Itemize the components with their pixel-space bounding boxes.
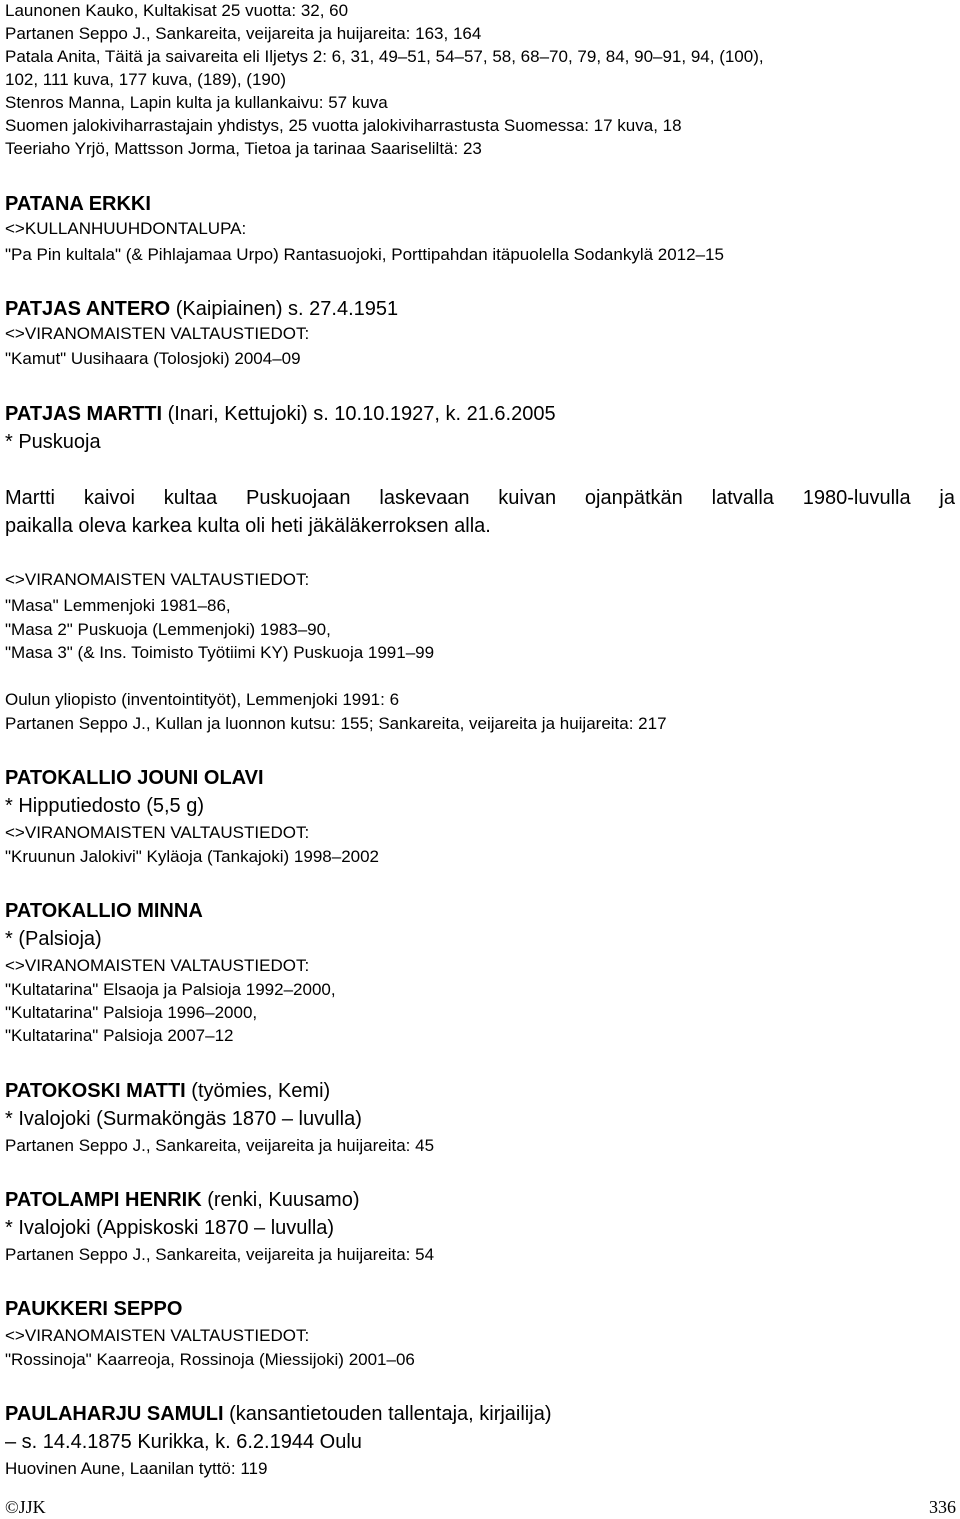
ref-line: Partanen Seppo J., Sankareita, veijareita ja huijareita: 45: [5, 1136, 435, 1155]
place-line: * Puskuoja: [5, 431, 101, 453]
entry-detail: (Inari, Kettujoki) s. 10.10.1927, k. 21.6.2005: [162, 403, 556, 425]
entry-detail: (kansantietouden tallentaja, kirjailija): [223, 1403, 552, 1425]
place-line: * Hipputiedosto (5,5 g): [5, 795, 205, 817]
claim-line: "Rossinoja" Kaarreoja, Rossinoja (Miessijoki) 2001–06: [5, 1350, 415, 1369]
entry-name: PATOLAMPI HENRIK: [5, 1189, 202, 1211]
claims-label: <>VIRANOMAISTEN VALTAUSTIEDOT:: [5, 324, 310, 343]
entry-heading-patokallio-jouni: PATOKALLIO JOUNI OLAVI: [5, 767, 264, 789]
entry-heading-patokallio-minna: PATOKALLIO MINNA: [5, 900, 203, 922]
entry-detail: (Kaipiainen) s. 27.4.1951: [170, 298, 399, 320]
claim-line: "Masa 3" (& Ins. Toimisto Työtiimi KY) Puskuoja 1991–99: [5, 643, 435, 662]
entry-heading-paukkeri: PAUKKERI SEPPO: [5, 1298, 183, 1320]
claim-line: "Kamut" Uusihaara (Tolosjoki) 2004–09: [5, 349, 301, 368]
entry-name: PATJAS ANTERO: [5, 298, 171, 320]
claim-line: "Masa 2" Puskuoja (Lemmenjoki) 1983–90,: [5, 620, 331, 639]
entry-heading-patana: PATANA ERKKI: [5, 193, 151, 215]
entry-detail: (työmies, Kemi): [185, 1080, 331, 1102]
permit-label: <>KULLANHUUHDONTALUPA:: [5, 219, 247, 238]
entry-name: PATOKOSKI MATTI: [5, 1080, 186, 1102]
ref-line: Partanen Seppo J., Kullan ja luonnon kutsu: 155; Sankareita, veijareita ja huijareita: 217: [5, 714, 667, 733]
claim-line: "Kultatarina" Elsaoja ja Palsioja 1992–2000,: [5, 980, 336, 999]
claims-label: <>VIRANOMAISTEN VALTAUSTIEDOT:: [5, 1326, 310, 1345]
ref-line: Patala Anita, Täitä ja saivareita eli Iljetys 2: 6, 31, 49–51, 54–57, 58, 68–70, 79, 84, 90–91, 94, (100),: [5, 47, 764, 66]
claims-label: <>VIRANOMAISTEN VALTAUSTIEDOT:: [5, 956, 310, 975]
footer-copyright: ©JJK: [5, 1497, 46, 1517]
claims-label: <>VIRANOMAISTEN VALTAUSTIEDOT:: [5, 570, 310, 589]
entry-heading-patjas-martti: [5, 403, 556, 426]
claim-line: "Kultatarina" Palsioja 2007–12: [5, 1026, 234, 1045]
ref-line: Huovinen Aune, Laanilan tyttö: 119: [5, 1459, 268, 1478]
place-line: * (Palsioja): [5, 928, 102, 950]
paragraph-line: Martti kaivoi kultaa Puskuojaan laskevaan kuivan ojanpätkän latvalla 1980-luvulla ja: [5, 487, 955, 509]
entry-heading-paulaharju: [5, 1403, 551, 1426]
entry-detail: (renki, Kuusamo): [201, 1189, 360, 1211]
entry-heading-patjas-antero: [5, 298, 398, 321]
page-number: 336: [929, 1497, 956, 1517]
ref-line: Stenros Manna, Lapin kulta ja kullankaivu: 57 kuva: [5, 93, 388, 112]
claim-line: "Kruunun Jalokivi" Kyläoja (Tankajoki) 1998–2002: [5, 847, 380, 866]
paragraph-line: paikalla oleva karkea kulta oli heti jäkäläkerroksen alla.: [5, 515, 491, 537]
dates-line: – s. 14.4.1875 Kurikka, k. 6.2.1944 Oulu: [5, 1431, 362, 1453]
ref-line: Teeriaho Yrjö, Mattsson Jorma, Tietoa ja tarinaa Saariseliltä: 23: [5, 139, 482, 158]
place-line: * Ivalojoki (Appiskoski 1870 – luvulla): [5, 1217, 335, 1239]
claim-line: "Masa" Lemmenjoki 1981–86,: [5, 596, 231, 615]
entry-heading-patokoski: [5, 1080, 330, 1103]
ref-line: Launonen Kauko, Kultakisat 25 vuotta: 32, 60: [5, 1, 349, 20]
entry-name: PATJAS MARTTI: [5, 403, 163, 425]
permit-line: "Pa Pin kultala" (& Pihlajamaa Urpo) Rantasuojoki, Porttipahdan itäpuolella Sodankylä 2012–15: [5, 245, 724, 264]
claims-label: <>VIRANOMAISTEN VALTAUSTIEDOT:: [5, 823, 310, 842]
ref-line: Suomen jalokiviharrastajain yhdistys, 25 vuotta jalokiviharrastusta Suomessa: 17 kuva, 18: [5, 116, 682, 135]
claim-line: "Kultatarina" Palsioja 1996–2000,: [5, 1003, 258, 1022]
entry-name: PAULAHARJU SAMULI: [5, 1403, 224, 1425]
ref-line: Oulun yliopisto (inventointityöt), Lemmenjoki 1991: 6: [5, 690, 400, 709]
entry-heading-patolampi: [5, 1189, 360, 1212]
ref-line: 102, 111 kuva, 177 kuva, (189), (190): [5, 70, 286, 89]
ref-line: Partanen Seppo J., Sankareita, veijareita ja huijareita: 163, 164: [5, 24, 482, 43]
ref-line: Partanen Seppo J., Sankareita, veijareita ja huijareita: 54: [5, 1245, 435, 1264]
place-line: * Ivalojoki (Surmaköngäs 1870 – luvulla): [5, 1108, 362, 1130]
